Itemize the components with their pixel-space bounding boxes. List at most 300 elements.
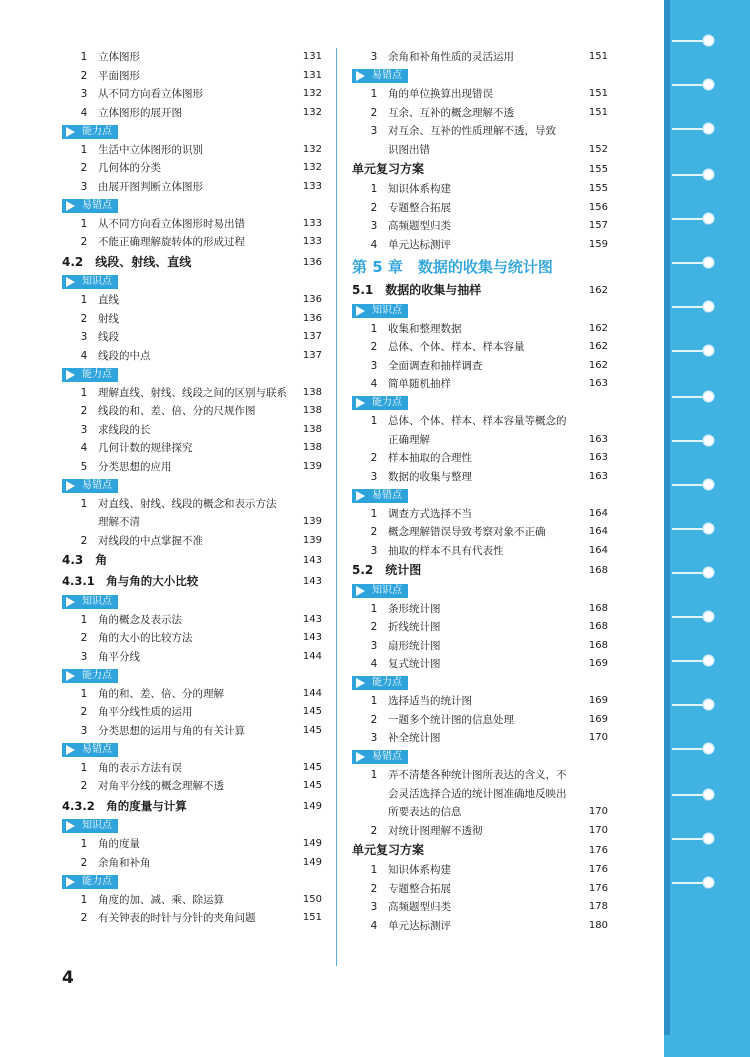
toc-entry [62, 854, 322, 873]
section-heading [352, 560, 608, 581]
heading-title: 单元复习方案 [352, 162, 425, 176]
entry-title: 角度的加、减、乘、除运算 [98, 893, 224, 906]
entry-title: 选择适当的统计图 [388, 695, 472, 707]
toc-entry [352, 803, 608, 822]
binding-ring [704, 36, 713, 45]
binding-ring-line [672, 262, 708, 264]
entry-number: 4 [80, 442, 88, 454]
entry-page: 137 [302, 349, 322, 361]
entry-page: 168 [588, 639, 608, 651]
binding-ring-line [672, 440, 708, 442]
entry-page: 139 [302, 516, 322, 527]
entry-title: 单元达标测评 [388, 919, 451, 932]
entry-page: 144 [302, 650, 322, 662]
toc-entry [352, 338, 608, 357]
entry-number: 2 [80, 236, 88, 248]
entry-page: 176 [588, 864, 608, 875]
entry-title: 理解不清 [98, 516, 140, 528]
category-tag: 能力点 [352, 396, 408, 410]
binding-ring-line [672, 660, 708, 662]
toc-entry [352, 861, 608, 880]
category-tag-row [62, 817, 322, 836]
entry-number: 2 [80, 780, 88, 792]
entry-number: 2 [80, 632, 88, 644]
toc-entry [62, 291, 322, 310]
entry-title: 条形统计图 [388, 602, 441, 615]
entry-title: 角的大小的比较方法 [98, 632, 193, 644]
entry-number: 2 [370, 526, 378, 538]
entry-number: 4 [80, 106, 88, 119]
entry-title: 生活中立体图形的识别 [98, 143, 203, 156]
entry-number: 1 [80, 613, 88, 626]
entry-title: 简单随机抽样 [388, 378, 451, 390]
entry-title: 专题整合拓展 [388, 882, 451, 895]
heading-page: 143 [302, 576, 322, 587]
toc-entry [62, 141, 322, 160]
entry-page: 139 [302, 534, 322, 546]
entry-page: 169 [588, 658, 608, 669]
column-divider [336, 48, 337, 966]
entry-number: 3 [80, 180, 88, 193]
category-tag: 能力点 [62, 875, 118, 889]
entry-page: 157 [588, 220, 608, 231]
entry-title: 单元达标测评 [388, 238, 451, 251]
binding-ring [704, 170, 713, 179]
toc-entry [62, 328, 322, 347]
entry-title: 会灵活选择合适的统计图准确地反映出 [388, 787, 567, 800]
binding-ring [704, 656, 713, 665]
entry-number: 3 [80, 650, 88, 663]
category-tag-row [352, 748, 608, 767]
entry-page: 138 [302, 405, 322, 416]
entry-number: 3 [80, 724, 88, 737]
entry-title: 数据的收集与整理 [388, 470, 472, 483]
entry-page: 164 [588, 544, 608, 556]
entry-title: 弄不清楚各种统计图所表达的含义，不 [388, 769, 567, 781]
subsection-heading [62, 796, 322, 817]
entry-title: 立体图形的展开图 [98, 106, 182, 119]
entry-title: 理解直线、射线、线段之间的区别与联系 [98, 386, 287, 399]
binding-ring [704, 700, 713, 709]
entry-number: 1 [370, 88, 378, 100]
entry-number: 4 [370, 658, 378, 670]
binding-ring [704, 834, 713, 843]
category-tag-row [62, 476, 322, 495]
entry-number: 2 [80, 912, 88, 924]
toc-entry [352, 85, 608, 104]
category-tag: 易错点 [62, 743, 118, 757]
entry-page: 170 [588, 732, 608, 743]
entry-number: 2 [370, 106, 378, 119]
binding-ring-line [672, 484, 708, 486]
entry-number: 2 [80, 312, 88, 325]
entry-page: 162 [588, 341, 608, 352]
entry-title: 从不同方向看立体图形 [98, 88, 203, 100]
entry-number: 4 [370, 378, 378, 390]
binding-ring-line [672, 838, 708, 840]
entry-title: 由展开图判断立体图形 [98, 180, 203, 193]
toc-entry [352, 320, 608, 339]
binding-ring [704, 436, 713, 445]
binding-ring-line [672, 748, 708, 750]
entry-number: 1 [80, 294, 88, 306]
toc-entry [62, 777, 322, 796]
category-tag: 能力点 [62, 669, 118, 683]
entry-number: 3 [80, 88, 88, 100]
binding-ring [704, 568, 713, 577]
entry-title: 复式统计图 [388, 658, 441, 670]
entry-page: 159 [588, 238, 608, 250]
toc-entry [62, 67, 322, 86]
entry-number: 1 [370, 602, 378, 615]
entry-page: 163 [588, 470, 608, 482]
binding-ring-line [672, 616, 708, 618]
entry-page: 145 [302, 706, 322, 717]
section-heading [62, 550, 322, 571]
binding-ring [704, 258, 713, 267]
entry-title: 概念理解错误导致考察对象不正确 [388, 526, 546, 538]
category-tag: 知识点 [62, 595, 118, 609]
entry-page: 132 [302, 162, 322, 173]
entry-title: 角平分线 [98, 650, 140, 663]
entry-number: 4 [80, 349, 88, 362]
toc-entry [352, 917, 608, 936]
entry-title: 所要表达的信息 [388, 806, 462, 818]
entry-page: 137 [302, 331, 322, 342]
entry-page: 138 [302, 423, 322, 435]
entry-title: 对统计图理解不透彻 [388, 824, 483, 837]
entry-title: 对角平分线的概念理解不透 [98, 780, 224, 792]
binding-ring [704, 124, 713, 133]
binding-ring-line [672, 704, 708, 706]
entry-number: 1 [80, 497, 88, 510]
toc-entry [62, 835, 322, 854]
entry-number: 1 [370, 769, 378, 781]
entry-title: 求线段的长 [98, 423, 151, 436]
entry-page: 132 [302, 106, 322, 118]
entry-number: 1 [370, 322, 378, 335]
entry-title: 调查方式选择不当 [388, 507, 472, 520]
heading-page: 155 [588, 164, 608, 175]
entry-number: 2 [80, 405, 88, 417]
entry-page: 149 [302, 838, 322, 849]
heading-title: 4.3.2 角的度量与计算 [62, 798, 187, 813]
binding-edge [664, 0, 670, 1035]
page-number: 4 [62, 968, 74, 988]
heading-title: 4.3.1 角与角的大小比较 [62, 574, 199, 588]
binding-ring-line [672, 40, 708, 42]
binding-ring [704, 744, 713, 753]
heading-title: 5.2 统计图 [352, 563, 422, 577]
toc-entry [62, 347, 322, 366]
toc-entry [352, 637, 608, 656]
toc-entry [352, 217, 608, 236]
entry-title: 几何计数的规律探究 [98, 442, 193, 454]
category-tag-row [62, 666, 322, 685]
entry-number: 2 [80, 162, 88, 174]
toc-entry [62, 703, 322, 722]
entry-title: 从不同方向看立体图形时易出错 [98, 217, 245, 230]
toc-entry [352, 180, 608, 199]
entry-page: 151 [588, 51, 608, 62]
toc-entry [62, 439, 322, 458]
category-tag: 易错点 [62, 479, 118, 493]
entry-page: 162 [588, 359, 608, 371]
category-tag: 知识点 [62, 275, 118, 289]
entry-page: 151 [302, 912, 322, 923]
toc-entry [62, 891, 322, 910]
toc-entry [62, 648, 322, 667]
entry-number: 2 [370, 341, 378, 353]
toc-entry [62, 233, 322, 252]
entry-title: 正确理解 [388, 433, 430, 446]
entry-page: 150 [302, 893, 322, 905]
category-tag: 能力点 [62, 125, 118, 139]
entry-page: 155 [588, 183, 608, 194]
entry-number: 1 [80, 687, 88, 700]
toc-entry [62, 685, 322, 704]
toc-entry [352, 692, 608, 711]
entry-title: 平面图形 [98, 69, 140, 82]
toc-entry [352, 600, 608, 619]
binding-ring-line [672, 306, 708, 308]
entry-page: 143 [302, 632, 322, 643]
entry-title: 直线 [98, 294, 119, 306]
entry-page: 163 [588, 452, 608, 463]
binding-ring [704, 80, 713, 89]
category-tag: 知识点 [352, 304, 408, 318]
entry-number: 1 [370, 507, 378, 520]
binding-ring [704, 346, 713, 355]
section-heading [352, 280, 608, 301]
entry-title: 补全统计图 [388, 732, 441, 744]
category-tag-row [352, 301, 608, 320]
toc-entry [352, 141, 608, 160]
toc-entry [352, 523, 608, 542]
category-tag-row [352, 67, 608, 86]
entry-page: 164 [588, 507, 608, 519]
category-tag-row [62, 196, 322, 215]
heading-page: 136 [302, 256, 322, 268]
chapter-heading: 第 5 章 数据的收集与统计图 [352, 258, 553, 276]
binding-ring [704, 302, 713, 311]
category-tag-row [62, 592, 322, 611]
toc-entry [352, 898, 608, 917]
category-tag-row [62, 273, 322, 292]
category-tag-row [352, 581, 608, 600]
binding-ring-line [672, 128, 708, 130]
entry-title: 总体、个体、样本、样本容量等概念的 [388, 415, 567, 427]
entry-title: 角的和、差、倍、分的理解 [98, 687, 224, 700]
entry-page: 131 [302, 69, 322, 81]
entry-page: 133 [302, 236, 322, 247]
toc-entry [352, 236, 608, 255]
toc-entry [62, 215, 322, 234]
entry-title: 余角和补角 [98, 856, 151, 869]
binding-ring [704, 790, 713, 799]
entry-number: 3 [370, 732, 378, 744]
toc-entry [62, 611, 322, 630]
entry-title: 高频题型归类 [388, 220, 451, 232]
binding-ring [704, 524, 713, 533]
entry-page: 169 [588, 695, 608, 706]
entry-page: 152 [588, 143, 608, 155]
toc-entry [62, 532, 322, 551]
entry-title: 线段的中点 [98, 349, 151, 362]
entry-title: 扇形统计图 [388, 639, 441, 652]
entry-title: 对互余、互补的性质理解不透，导致 [388, 125, 556, 137]
entry-number: 2 [80, 706, 88, 718]
category-tag: 易错点 [352, 489, 408, 503]
entry-page: 156 [588, 201, 608, 213]
entry-title: 总体、个体、样本、样本容量 [388, 341, 525, 353]
entry-title: 线段 [98, 331, 119, 343]
heading-page: 143 [302, 555, 322, 566]
entry-title: 抽取的样本不具有代表性 [388, 544, 504, 557]
toc-right-column [352, 48, 608, 935]
entry-number: 2 [370, 201, 378, 214]
entry-title: 折线统计图 [388, 621, 441, 633]
entry-page: 180 [588, 919, 608, 931]
binding-ring [704, 214, 713, 223]
toc-entry [352, 542, 608, 561]
entry-title: 样本抽取的合理性 [388, 452, 472, 464]
entry-number: 3 [370, 901, 378, 913]
toc-entry [352, 505, 608, 524]
toc-entry [352, 122, 608, 141]
toc-entry [352, 431, 608, 450]
entry-number: 1 [80, 143, 88, 156]
entry-page: 168 [588, 602, 608, 614]
toc-entry [352, 449, 608, 468]
entry-title: 余角和补角性质的灵活运用 [388, 51, 514, 63]
toc-entry [62, 458, 322, 477]
binding-ring-line [672, 218, 708, 220]
toc-entry [62, 384, 322, 403]
entry-number: 1 [80, 386, 88, 399]
toc-entry [62, 48, 322, 67]
entry-number: 1 [370, 864, 378, 876]
toc-entry [62, 310, 322, 329]
binding-ring [704, 480, 713, 489]
entry-title: 射线 [98, 312, 119, 325]
toc-entry [352, 785, 608, 804]
entry-title: 分类思想的应用 [98, 460, 172, 473]
entry-title: 角平分线性质的运用 [98, 706, 193, 718]
toc-entry [352, 729, 608, 748]
category-tag: 易错点 [352, 750, 408, 764]
entry-title: 专题整合拓展 [388, 201, 451, 214]
binding-ring [704, 392, 713, 401]
toc-entry [352, 357, 608, 376]
entry-number: 3 [370, 359, 378, 372]
entry-number: 2 [370, 713, 378, 726]
binding-ring [704, 878, 713, 887]
entry-number: 2 [370, 882, 378, 895]
entry-page: 170 [588, 824, 608, 836]
category-tag: 能力点 [62, 368, 118, 382]
heading-page: 162 [588, 285, 608, 296]
entry-page: 164 [588, 526, 608, 537]
category-tag-row [62, 740, 322, 759]
heading-title: 4.3 角 [62, 553, 108, 567]
toc-entry [352, 618, 608, 637]
entry-page: 169 [588, 713, 608, 725]
category-tag: 易错点 [352, 69, 408, 83]
heading-page: 168 [588, 565, 608, 576]
toc-entry [352, 412, 608, 431]
toc-entry [62, 104, 322, 123]
toc-entry [352, 822, 608, 841]
entry-number: 1 [80, 51, 88, 63]
category-tag: 易错点 [62, 199, 118, 213]
heading-title: 单元复习方案 [352, 843, 425, 857]
entry-page: 131 [302, 51, 322, 62]
entry-page: 176 [588, 882, 608, 894]
toc-entry [352, 711, 608, 730]
toc-entry [62, 759, 322, 778]
entry-number: 1 [80, 838, 88, 850]
toc-entry [352, 468, 608, 487]
category-tag-row [62, 365, 322, 384]
toc-entry [62, 513, 322, 532]
entry-number: 3 [370, 639, 378, 652]
entry-page: 145 [302, 780, 322, 791]
binding-ring-line [672, 528, 708, 530]
entry-page: 133 [302, 180, 322, 192]
heading-title: 5.1 数据的收集与抽样 [352, 283, 482, 297]
toc-left-column [62, 48, 322, 928]
entry-number: 3 [370, 220, 378, 232]
section-heading [352, 159, 608, 180]
entry-number: 3 [370, 125, 378, 137]
entry-number: 3 [370, 51, 378, 63]
entry-number: 2 [370, 621, 378, 633]
entry-title: 知识体系构建 [388, 183, 451, 195]
category-tag-row [62, 122, 322, 141]
entry-number: 2 [80, 69, 88, 82]
category-tag-row [352, 486, 608, 505]
entry-number: 1 [370, 183, 378, 195]
entry-title: 收集和整理数据 [388, 322, 462, 335]
entry-number: 2 [370, 452, 378, 464]
toc-entry [352, 655, 608, 674]
subsection-heading [62, 571, 322, 592]
entry-page: 170 [588, 806, 608, 817]
entry-page: 136 [302, 312, 322, 324]
binding-ring-line [672, 396, 708, 398]
binding-ring-line [672, 882, 708, 884]
category-tag: 知识点 [352, 584, 408, 598]
entry-title: 对直线、射线、线段的概念和表示方法 [98, 497, 277, 510]
heading-title: 4.2 线段、射线、直线 [62, 254, 192, 269]
binding-ring-line [672, 350, 708, 352]
toc-entry [62, 402, 322, 421]
entry-title: 角的表示方法有误 [98, 761, 182, 774]
entry-title: 角的度量 [98, 838, 140, 850]
entry-title: 不能正确理解旋转体的形成过程 [98, 236, 245, 248]
section-heading [352, 840, 608, 861]
entry-page: 168 [588, 621, 608, 632]
entry-number: 1 [370, 695, 378, 707]
toc-entry [352, 766, 608, 785]
toc-entry [62, 159, 322, 178]
toc-entry [62, 909, 322, 928]
entry-page: 136 [302, 294, 322, 305]
entry-page: 144 [302, 687, 322, 699]
entry-title: 一题多个统计图的信息处理 [388, 713, 514, 726]
entry-title: 立体图形 [98, 51, 140, 63]
